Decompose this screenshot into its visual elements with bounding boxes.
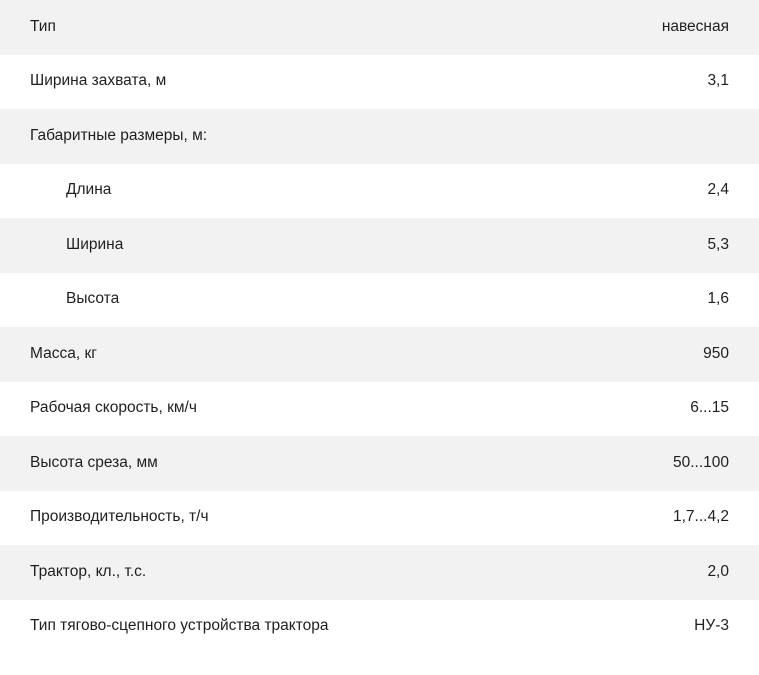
table-cell-label: Рабочая скорость, км/ч bbox=[30, 399, 197, 417]
table-cell-value: 1,7...4,2 bbox=[672, 508, 729, 526]
table-cell-label: Габаритные размеры, м: bbox=[30, 126, 208, 144]
table-cell-value: 2,0 bbox=[707, 562, 729, 580]
table-row bbox=[0, 327, 759, 382]
table-cell-value: навесная bbox=[661, 17, 729, 35]
table-cell-value: 950 bbox=[703, 344, 729, 362]
table-cell-value: 2,4 bbox=[707, 181, 729, 199]
table-cell-label: Ширина захвата, м bbox=[30, 72, 167, 90]
table-cell-value: 50...100 bbox=[672, 453, 729, 471]
table-cell-value: 6...15 bbox=[690, 399, 729, 417]
table-row bbox=[0, 436, 759, 491]
table-row bbox=[0, 109, 759, 164]
table-cell-label: Трактор, кл., т.с. bbox=[30, 562, 147, 580]
table-cell-value bbox=[458, 109, 759, 164]
table-row bbox=[0, 273, 759, 328]
table-cell-label: Тип bbox=[30, 17, 56, 35]
table-cell-value: 5,3 bbox=[707, 235, 729, 253]
table-cell-label: Ширина bbox=[66, 235, 124, 253]
table-cell-label: Длина bbox=[66, 181, 112, 199]
table-cell-label: Тип тягово-сцепного устройства трактора bbox=[30, 617, 329, 635]
table-row bbox=[0, 382, 759, 437]
table-cell-label: Высота среза, мм bbox=[30, 453, 158, 471]
table-row bbox=[0, 164, 759, 219]
table-row bbox=[0, 55, 759, 110]
table-row bbox=[0, 600, 759, 655]
table-cell-value: НУ-3 bbox=[694, 617, 729, 635]
table-row bbox=[0, 491, 759, 546]
table-cell-label: Производительность, т/ч bbox=[30, 508, 209, 526]
table-cell-value: 3,1 bbox=[707, 72, 729, 90]
table-row bbox=[0, 218, 759, 273]
table-row bbox=[0, 0, 759, 55]
table-cell-label: Масса, кг bbox=[30, 344, 97, 362]
table-row bbox=[0, 545, 759, 600]
table-cell-label: Высота bbox=[66, 290, 120, 308]
table-cell-value: 1,6 bbox=[707, 290, 729, 308]
